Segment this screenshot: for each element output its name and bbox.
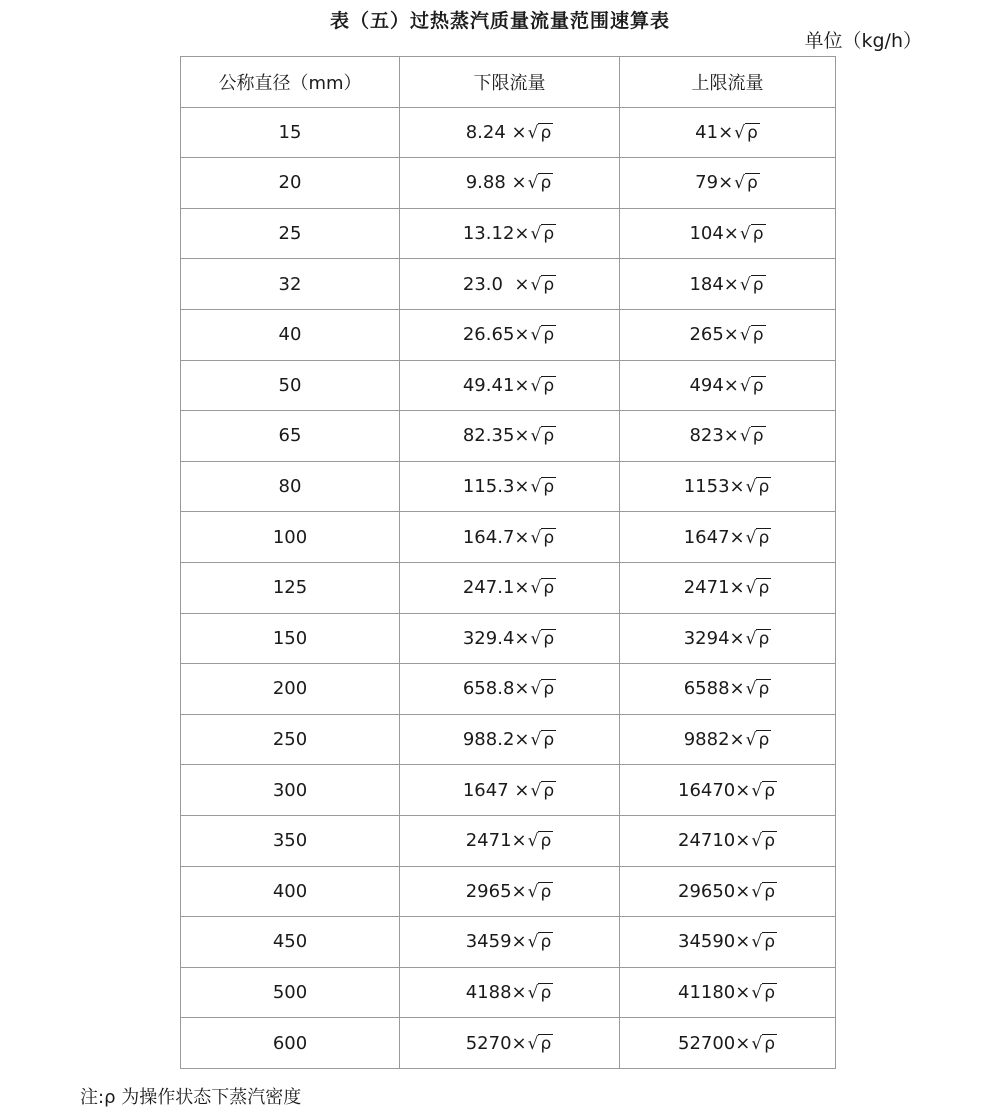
flow-coefficient: 1647×: [683, 526, 745, 548]
flow-coefficient: 26.65×: [462, 324, 530, 346]
flow-coefficient: 329.4×: [462, 627, 530, 649]
cell-lower-flow: [400, 917, 620, 968]
radical-icon: √: [751, 831, 763, 852]
table-row: [181, 107, 836, 158]
cell-upper-flow: [620, 613, 836, 664]
rho-symbol: ρ: [764, 831, 775, 852]
sqrt-rho-symbol: [527, 983, 554, 1003]
sqrt-rho-symbol: [745, 528, 772, 548]
flow-coefficient: 1153×: [683, 476, 745, 498]
cell-lower-flow: [400, 765, 620, 816]
sqrt-rho-symbol: [527, 173, 554, 193]
rho-symbol: ρ: [747, 122, 758, 143]
radical-icon: √: [530, 527, 542, 548]
rho-symbol: ρ: [543, 527, 555, 548]
sqrt-rho-symbol: [745, 679, 772, 699]
sqrt-rho-symbol: [527, 123, 554, 143]
radical-icon: √: [751, 982, 763, 1003]
sqrt-rho-symbol: [750, 983, 777, 1003]
radical-icon: √: [530, 780, 542, 801]
flow-coefficient: 16470×: [678, 779, 751, 801]
sqrt-rho-symbol: [750, 882, 777, 902]
cell-nominal-diameter: 400: [181, 866, 400, 917]
cell-lower-flow: [400, 664, 620, 715]
flow-coefficient: 988.2×: [462, 729, 530, 751]
flow-coefficient: 41180×: [678, 981, 751, 1003]
rho-symbol: ρ: [752, 224, 764, 245]
cell-lower-flow: [400, 866, 620, 917]
radical-icon: √: [751, 780, 763, 801]
radical-icon: √: [530, 274, 542, 295]
rho-symbol: ρ: [752, 426, 764, 447]
cell-nominal-diameter: 125: [181, 562, 400, 613]
rho-symbol: ρ: [543, 274, 555, 295]
flow-coefficient: 79×: [695, 172, 734, 194]
cell-lower-flow: [400, 259, 620, 310]
rho-symbol: ρ: [540, 122, 552, 143]
cell-nominal-diameter: 450: [181, 917, 400, 968]
flow-coefficient: 3294×: [683, 627, 745, 649]
rho-symbol: ρ: [758, 527, 770, 548]
flow-coefficient: 2471×: [683, 577, 745, 599]
table-row: [181, 866, 836, 917]
sqrt-rho-symbol: [529, 679, 556, 699]
rho-symbol: ρ: [764, 982, 775, 1003]
rho-symbol: ρ: [540, 881, 552, 902]
radical-icon: √: [734, 173, 746, 194]
cell-upper-flow: [620, 411, 836, 462]
table-row: [181, 1018, 836, 1069]
sqrt-rho-symbol: [745, 477, 772, 497]
sqrt-rho-symbol: [750, 1034, 777, 1054]
rho-symbol: ρ: [764, 881, 775, 902]
cell-upper-flow: [620, 562, 836, 613]
sqrt-rho-symbol: [529, 629, 556, 649]
sqrt-rho-symbol: [750, 831, 777, 851]
rho-symbol: ρ: [543, 578, 555, 599]
radical-icon: √: [739, 224, 751, 245]
radical-icon: √: [530, 730, 542, 751]
rho-symbol: ρ: [543, 426, 555, 447]
sqrt-rho-symbol: [529, 781, 556, 801]
rho-symbol: ρ: [543, 477, 555, 498]
flow-coefficient: 24710×: [678, 830, 751, 852]
rho-symbol: ρ: [752, 375, 764, 396]
radical-icon: √: [734, 122, 746, 143]
sqrt-rho-symbol: [529, 275, 556, 295]
sqrt-rho-symbol: [527, 1034, 554, 1054]
radical-icon: √: [745, 679, 757, 700]
rho-symbol: ρ: [758, 477, 770, 498]
header-row: [181, 57, 836, 108]
rho-symbol: ρ: [543, 375, 555, 396]
rho-symbol: ρ: [543, 730, 555, 751]
cell-upper-flow: [620, 107, 836, 158]
sqrt-rho-symbol: [529, 528, 556, 548]
radical-icon: √: [739, 325, 751, 346]
cell-upper-flow: [620, 158, 836, 209]
rho-symbol: ρ: [540, 831, 552, 852]
cell-nominal-diameter: 65: [181, 411, 400, 462]
sqrt-rho-symbol: [739, 376, 766, 396]
cell-upper-flow: [620, 1018, 836, 1069]
table-row: [181, 512, 836, 563]
rho-symbol: ρ: [543, 628, 555, 649]
radical-icon: √: [530, 628, 542, 649]
rho-symbol: ρ: [758, 578, 770, 599]
radical-icon: √: [527, 982, 539, 1003]
cell-upper-flow: [620, 664, 836, 715]
cell-lower-flow: [400, 562, 620, 613]
table-row: [181, 613, 836, 664]
table-row: [181, 714, 836, 765]
cell-nominal-diameter: 600: [181, 1018, 400, 1069]
flow-coefficient: 3459×: [465, 931, 527, 953]
radical-icon: √: [527, 881, 539, 902]
sqrt-rho-symbol: [750, 932, 777, 952]
radical-icon: √: [530, 578, 542, 599]
sqrt-rho-symbol: [739, 426, 766, 446]
table-row: [181, 562, 836, 613]
sqrt-rho-symbol: [745, 578, 772, 598]
sqrt-rho-symbol: [739, 224, 766, 244]
cell-upper-flow: [620, 512, 836, 563]
flow-coefficient: 9882×: [683, 729, 745, 751]
cell-nominal-diameter: 32: [181, 259, 400, 310]
table-row: [181, 259, 836, 310]
rho-symbol: ρ: [543, 780, 555, 801]
flow-coefficient: 247.1×: [462, 577, 530, 599]
rho-symbol: ρ: [540, 982, 552, 1003]
radical-icon: √: [745, 578, 757, 599]
cell-nominal-diameter: 500: [181, 967, 400, 1018]
radical-icon: √: [527, 932, 539, 953]
rho-symbol: ρ: [543, 224, 555, 245]
radical-icon: √: [739, 375, 751, 396]
cell-upper-flow: [620, 866, 836, 917]
table-title: 表（五）过热蒸汽质量流量范围速算表: [329, 10, 670, 32]
cell-upper-flow: [620, 967, 836, 1018]
flow-coefficient: 29650×: [678, 880, 751, 902]
header-nominal-diameter: 公称直径（mm）: [181, 57, 400, 108]
table-row: [181, 967, 836, 1018]
flow-coefficient: 265×: [689, 324, 739, 346]
rho-symbol: ρ: [764, 1033, 775, 1054]
radical-icon: √: [751, 932, 763, 953]
radical-icon: √: [527, 122, 539, 143]
cell-nominal-diameter: 80: [181, 461, 400, 512]
sqrt-rho-symbol: [745, 730, 772, 750]
flow-coefficient: 49.41×: [462, 374, 530, 396]
flow-coefficient: 184×: [689, 273, 739, 295]
radical-icon: √: [745, 730, 757, 751]
radical-icon: √: [530, 325, 542, 346]
flow-coefficient: 104×: [689, 223, 739, 245]
flow-coefficient: 8.24 ×: [465, 121, 527, 143]
table-row: [181, 411, 836, 462]
cell-lower-flow: [400, 613, 620, 664]
radical-icon: √: [751, 881, 763, 902]
sqrt-rho-symbol: [527, 932, 554, 952]
sqrt-rho-symbol: [529, 224, 556, 244]
flow-coefficient: 6588×: [683, 678, 745, 700]
flow-coefficient: 658.8×: [462, 678, 530, 700]
cell-nominal-diameter: 25: [181, 208, 400, 259]
radical-icon: √: [530, 679, 542, 700]
rho-symbol: ρ: [758, 628, 770, 649]
table-row: [181, 765, 836, 816]
cell-upper-flow: [620, 309, 836, 360]
flow-coefficient: 34590×: [678, 931, 751, 953]
radical-icon: √: [527, 831, 539, 852]
radical-icon: √: [745, 527, 757, 548]
radical-icon: √: [751, 1033, 763, 1054]
cell-lower-flow: [400, 208, 620, 259]
sqrt-rho-symbol: [733, 123, 760, 143]
flow-range-table: [180, 56, 836, 1069]
unit-label: 单位（kg/h）: [804, 30, 922, 52]
sqrt-rho-symbol: [529, 578, 556, 598]
cell-upper-flow: [620, 917, 836, 968]
cell-upper-flow: [620, 259, 836, 310]
sqrt-rho-symbol: [529, 426, 556, 446]
rho-symbol: ρ: [764, 932, 775, 953]
cell-nominal-diameter: 40: [181, 309, 400, 360]
rho-symbol: ρ: [543, 325, 555, 346]
cell-nominal-diameter: 15: [181, 107, 400, 158]
cell-lower-flow: [400, 714, 620, 765]
rho-symbol: ρ: [543, 679, 555, 700]
cell-lower-flow: [400, 158, 620, 209]
flow-coefficient: 2471×: [465, 830, 527, 852]
flow-coefficient: 5270×: [465, 1032, 527, 1054]
radical-icon: √: [527, 1033, 539, 1054]
cell-nominal-diameter: 150: [181, 613, 400, 664]
table-row: [181, 158, 836, 209]
cell-upper-flow: [620, 765, 836, 816]
rho-symbol: ρ: [764, 780, 775, 801]
rho-symbol: ρ: [758, 679, 770, 700]
cell-upper-flow: [620, 360, 836, 411]
radical-icon: √: [739, 426, 751, 447]
table-row: [181, 360, 836, 411]
flow-coefficient: 115.3×: [462, 476, 530, 498]
cell-nominal-diameter: 20: [181, 158, 400, 209]
radical-icon: √: [745, 628, 757, 649]
cell-lower-flow: [400, 512, 620, 563]
cell-upper-flow: [620, 815, 836, 866]
radical-icon: √: [530, 477, 542, 498]
flow-coefficient: 1647 ×: [462, 779, 530, 801]
flow-coefficient: 52700×: [678, 1032, 751, 1054]
table-row: [181, 917, 836, 968]
flow-coefficient: 9.88 ×: [465, 172, 527, 194]
table-row: [181, 208, 836, 259]
sqrt-rho-symbol: [750, 781, 777, 801]
cell-lower-flow: [400, 411, 620, 462]
sqrt-rho-symbol: [529, 325, 556, 345]
rho-symbol: ρ: [758, 730, 770, 751]
table-row: [181, 815, 836, 866]
sqrt-rho-symbol: [739, 275, 766, 295]
footnote: 注:ρ 为操作状态下蒸汽密度: [80, 1087, 302, 1108]
rho-symbol: ρ: [540, 173, 552, 194]
table-row: [181, 461, 836, 512]
cell-upper-flow: [620, 714, 836, 765]
cell-lower-flow: [400, 309, 620, 360]
header-lower-flow: 下限流量: [400, 57, 620, 108]
flow-coefficient: 164.7×: [462, 526, 530, 548]
radical-icon: √: [527, 173, 539, 194]
flow-coefficient: 13.12×: [462, 223, 530, 245]
flow-coefficient: 23.0 ×: [462, 273, 530, 295]
cell-upper-flow: [620, 461, 836, 512]
sqrt-rho-symbol: [745, 629, 772, 649]
sqrt-rho-symbol: [733, 173, 760, 193]
radical-icon: √: [530, 224, 542, 245]
cell-lower-flow: [400, 967, 620, 1018]
cell-nominal-diameter: 50: [181, 360, 400, 411]
sqrt-rho-symbol: [739, 325, 766, 345]
radical-icon: √: [739, 274, 751, 295]
table-row: [181, 309, 836, 360]
rho-symbol: ρ: [747, 173, 758, 194]
sqrt-rho-symbol: [527, 831, 554, 851]
cell-lower-flow: [400, 1018, 620, 1069]
header-upper-flow: 上限流量: [620, 57, 836, 108]
table-row: [181, 664, 836, 715]
radical-icon: √: [530, 375, 542, 396]
rho-symbol: ρ: [540, 932, 552, 953]
sqrt-rho-symbol: [527, 882, 554, 902]
cell-lower-flow: [400, 815, 620, 866]
cell-lower-flow: [400, 461, 620, 512]
radical-icon: √: [745, 477, 757, 498]
sqrt-rho-symbol: [529, 477, 556, 497]
cell-nominal-diameter: 300: [181, 765, 400, 816]
radical-icon: √: [530, 426, 542, 447]
cell-lower-flow: [400, 360, 620, 411]
flow-coefficient: 82.35×: [462, 425, 530, 447]
flow-coefficient: 41×: [695, 121, 734, 143]
flow-coefficient: 494×: [689, 374, 739, 396]
rho-symbol: ρ: [752, 274, 764, 295]
cell-nominal-diameter: 100: [181, 512, 400, 563]
cell-nominal-diameter: 250: [181, 714, 400, 765]
cell-nominal-diameter: 350: [181, 815, 400, 866]
sqrt-rho-symbol: [529, 730, 556, 750]
rho-symbol: ρ: [540, 1033, 552, 1054]
cell-lower-flow: [400, 107, 620, 158]
flow-coefficient: 2965×: [465, 880, 527, 902]
flow-coefficient: 823×: [689, 425, 739, 447]
cell-upper-flow: [620, 208, 836, 259]
sqrt-rho-symbol: [529, 376, 556, 396]
rho-symbol: ρ: [752, 325, 764, 346]
cell-nominal-diameter: 200: [181, 664, 400, 715]
table-body: [181, 107, 836, 1068]
flow-coefficient: 4188×: [465, 981, 527, 1003]
